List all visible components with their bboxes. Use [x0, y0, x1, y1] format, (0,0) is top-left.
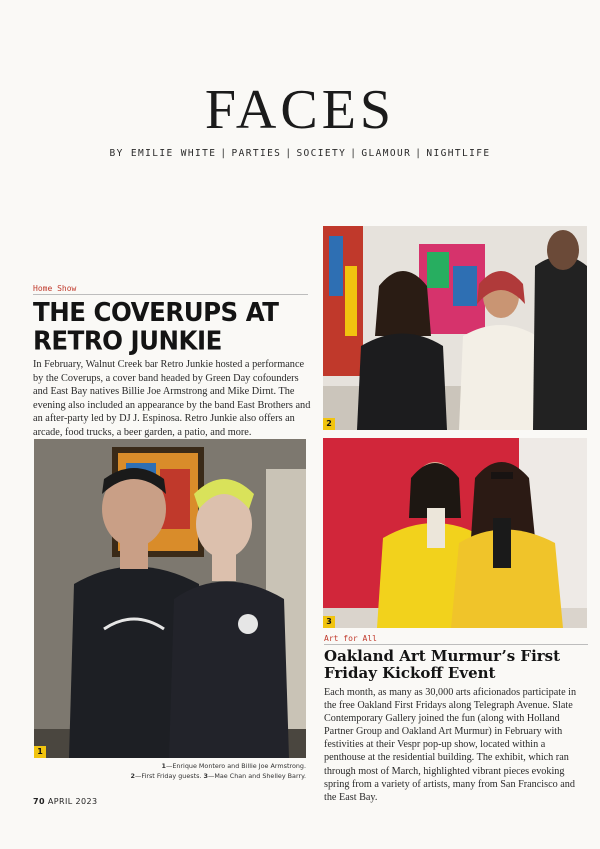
photo-musicians	[34, 439, 306, 758]
page-number: 70	[33, 797, 45, 806]
section-tag-glamour: GLAMOUR	[361, 148, 412, 159]
issue-date: APRIL 2023	[47, 797, 98, 806]
photo-number-badge: 3	[323, 616, 335, 628]
section-title: FACES	[204, 79, 396, 141]
story-body-left: In February, Walnut Creek bar Retro Junkie hosted a performance by the Coverups, a cover band headed by Green Day cofounders and East Bay natives Billie Joe Armstrong and Mike Dirnt. The evening also included an appearance by the band East Brothers and an after-party led by DJ J. Espinosa. Retro Junkie also offers an arcade, food trucks, a beer garden, a patio, and more.	[33, 359, 311, 438]
headline-line: RETRO JUNKIE	[33, 325, 222, 356]
photo-captions	[100, 762, 306, 781]
photo-number-badge: 2	[323, 418, 335, 430]
story-headline-right: Oakland Art Murmur’s First Friday Kickoff Event	[324, 647, 561, 682]
photo-mae-chan-shelley-barry	[323, 438, 587, 628]
section-tag-nightlife: NIGHTLIFE	[426, 148, 491, 159]
story-kicker-left: Home Show	[33, 284, 77, 293]
photo-guests-art	[323, 226, 587, 430]
byline-author: BY EMILIE WHITE	[109, 148, 217, 159]
kicker-rule-left	[33, 294, 308, 295]
section-tag-parties: PARTIES	[231, 148, 282, 159]
story-headline-left	[33, 298, 313, 355]
byline-bar: BY EMILIE WHITE | PARTIES | SOCIETY | GLAMOUR | NIGHTLIFE	[109, 148, 491, 159]
photo-musicians-art	[34, 439, 306, 758]
story-body-right: Each month, as many as 30,000 arts aficionados participate in the free Oakland First Fridays along Telegraph Avenue. Slate Contemporary Gallery joined the fun (along with Holland Partner Group and Oakland Art Murmur) in February with festivities at their Vespr pop-up show, located within a penthouse at the residential building. The exhibit, which ran through most of March, highlighted vibrant pieces evoking spring from a variety of artists, many from San Francisco and the East Bay.	[324, 687, 577, 803]
caption-line: 2—First Friday guests. 3—Mae Chan and Shelley Barry.	[130, 771, 306, 780]
story-kicker-right: Art for All	[324, 634, 377, 643]
kicker-rule-right	[324, 644, 588, 645]
caption-line: 1—Enrique Montero and Billie Joe Armstrong.	[161, 762, 306, 770]
photo-women-art	[323, 438, 587, 628]
section-tag-society: SOCIETY	[296, 148, 347, 159]
headline-line: THE COVERUPS AT	[33, 296, 279, 328]
page-folio	[33, 797, 97, 806]
photo-number-badge: 1	[34, 746, 46, 758]
photo-first-friday-guests	[323, 226, 587, 430]
